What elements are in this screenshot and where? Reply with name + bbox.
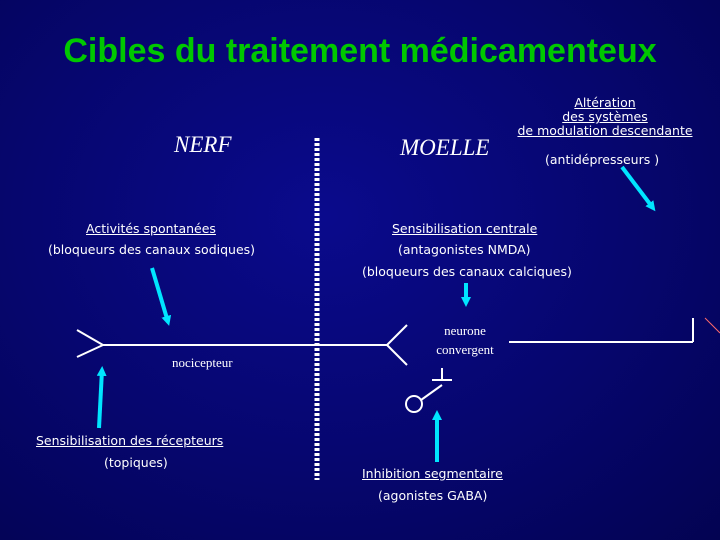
arrow-spontaneous-activity xyxy=(152,268,168,322)
segmental-inhibition-label: Inhibition segmentaire xyxy=(362,466,503,481)
arrow-receptor-sensitization xyxy=(99,370,102,428)
sodium-blockers-label: (bloqueurs des canaux sodiques) xyxy=(48,242,256,257)
nerf-heading: NERF xyxy=(174,132,232,157)
neuron-line-2: convergent xyxy=(436,342,494,357)
edge-tick xyxy=(705,318,720,333)
spontaneous-activity-label: Activités spontanées xyxy=(86,221,216,236)
descending-line-1: Altération xyxy=(574,95,636,110)
nerve-fiber xyxy=(77,325,407,365)
descending-line-2: des systèmes xyxy=(562,109,648,124)
receptor-sensitization-label: Sensibilisation des récepteurs xyxy=(36,433,224,448)
slide-title: Cibles du traitement médicamenteux xyxy=(63,32,657,70)
moelle-heading: MOELLE xyxy=(400,135,490,160)
central-sensitization-label: Sensibilisation centrale xyxy=(392,221,538,236)
nmda-antagonists-label: (antagonistes NMDA) xyxy=(398,242,531,257)
gaba-agonists-label: (agonistes GABA) xyxy=(378,488,488,503)
topical-label: (topiques) xyxy=(104,455,168,470)
arrow-antidepressants xyxy=(622,167,653,208)
descending-line-3: de modulation descendante xyxy=(517,123,693,138)
inhibitory-interneuron xyxy=(406,368,452,412)
antidepressants-label: (antidépresseurs ) xyxy=(545,152,660,167)
neuron-line-1: neurone xyxy=(444,323,486,338)
nociceptor-label: nocicepteur xyxy=(172,355,233,370)
calcium-blockers-label: (bloqueurs des canaux calciques) xyxy=(362,264,572,279)
descending-pathway xyxy=(509,318,693,342)
